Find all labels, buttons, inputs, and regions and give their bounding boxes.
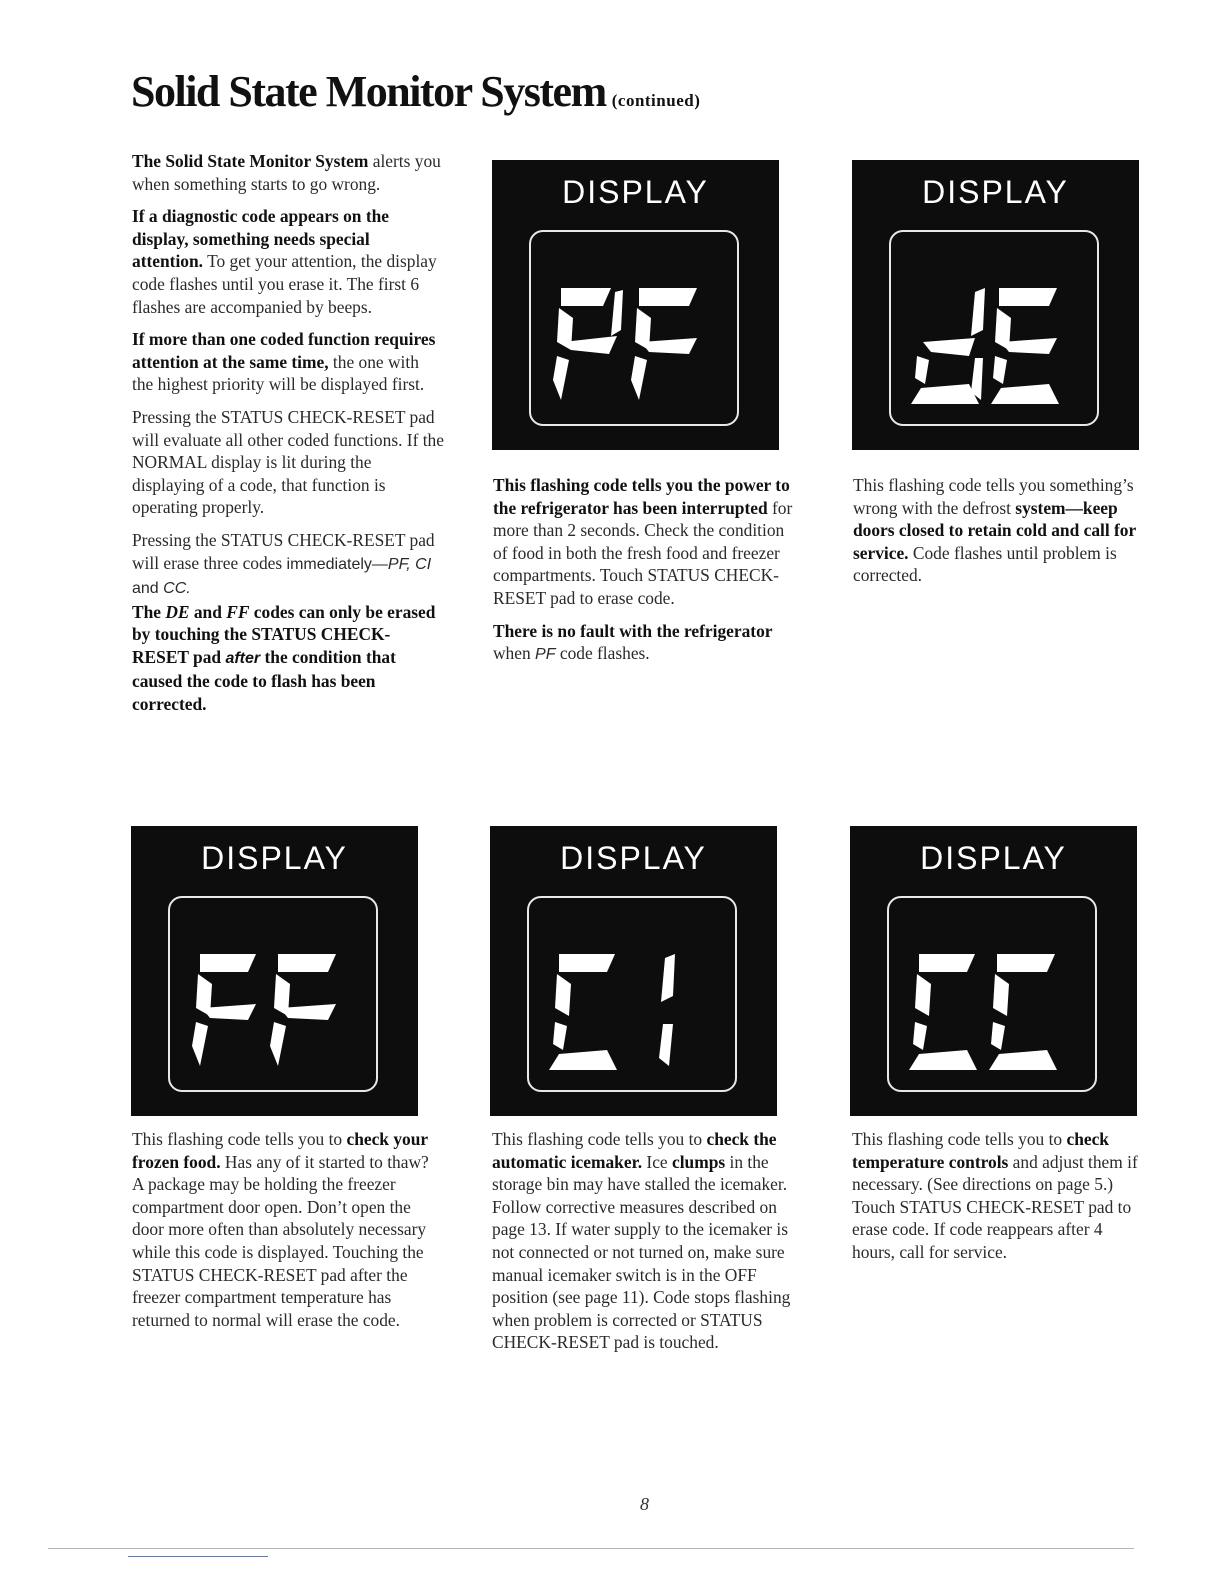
desc-pf-bold: This flashing code tells you the power to the refrigerator has been interrupted [493, 475, 790, 518]
intro-paragraph-6 [132, 601, 444, 716]
intro-p1-bold: The Solid State Monitor System [132, 151, 369, 171]
bottom-accent-rule [128, 1556, 268, 1557]
display-window [887, 896, 1097, 1092]
display-panel-pf [492, 160, 779, 450]
display-panel-de [852, 160, 1139, 450]
desc-pf [493, 474, 793, 677]
desc-ci-mid-bold: clumps [672, 1151, 726, 1172]
intro-p5-immediately: immediately— [286, 555, 388, 573]
desc-ff-pre: This flashing code tells you to [132, 1129, 343, 1149]
panel-label: DISPLAY [201, 840, 348, 876]
desc-pf-note [493, 620, 793, 667]
desc-cc [852, 1128, 1144, 1274]
intro-p6-ff: FF [226, 601, 250, 622]
intro-p5-text: Pressing the STATUS CHECK-RESET pad will erase three codes [132, 529, 435, 573]
panel-label: DISPLAY [920, 840, 1067, 876]
desc-pf-text: for more than 2 seconds. Check the condition of food in both the fresh food and freezer compartments. Touch STATUS CHECK-RESET pad to erase code. [493, 497, 793, 608]
intro-p2-bold: If a diagnostic code appears on the display, something needs special attention. [132, 206, 390, 272]
display-window [527, 896, 737, 1092]
intro-p6-the: The [132, 601, 166, 622]
intro-p5-and: and [132, 580, 164, 598]
intro-column [132, 150, 444, 726]
desc-pf-note-code: PF [535, 646, 556, 664]
page-title [131, 66, 700, 117]
seven-segment-cc-icon [889, 898, 1095, 1090]
intro-p5-code-cc: CC. [163, 580, 191, 598]
intro-p2-text: To get your attention, the display code flashes until you erase it. The first 6 flashes are accompanied by beeps. [132, 251, 437, 317]
display-panel-ci [490, 826, 777, 1116]
intro-paragraph-1 [132, 150, 444, 195]
desc-de-paragraph [853, 474, 1163, 587]
intro-p4-text: Pressing the STATUS CHECK-RESET pad will evaluate all other coded functions. If the NORMAL display is lit during the displaying of a code, that function is operating properly. [132, 406, 444, 518]
desc-pf-note-end: code flashes. [559, 643, 650, 664]
intro-p5-codes: PF, CI [387, 555, 432, 573]
title-main: Solid State Monitor System [131, 67, 606, 116]
bottom-rule [48, 1548, 1134, 1549]
intro-paragraph-4 [132, 406, 444, 519]
display-window [889, 230, 1099, 426]
seven-segment-ff-icon [170, 898, 376, 1090]
desc-ff-bold: check your frozen food. [132, 1129, 428, 1172]
desc-cc-paragraph [852, 1128, 1144, 1264]
desc-pf-paragraph [493, 474, 793, 610]
page-number: 8 [640, 1494, 649, 1514]
intro-p6-mid: codes can only be erased by touching the STATUS CHECK-RESET pad [132, 601, 436, 667]
desc-pf-note-when: when [493, 643, 531, 664]
intro-p6-de: DE [165, 601, 190, 622]
display-panel-ff [131, 826, 418, 1116]
intro-paragraph-5 [132, 529, 444, 601]
desc-ci [492, 1128, 798, 1364]
title-subtitle: (continued) [611, 91, 701, 110]
desc-ci-mid-pre: Ice [646, 1151, 668, 1172]
panel-label: DISPLAY [922, 174, 1069, 210]
desc-de [853, 474, 1163, 597]
panel-label: DISPLAY [562, 174, 709, 210]
desc-ci-post: in the storage bin may have stalled the icemaker. Follow corrective measures described on page 13. If water supply to the icemaker is not connected or not turned on, make sure manual icemaker switch is in the OFF position (see page 11). Code stops flashing when problem is corrected or STATUS CHECK-RESET pad is touched. [492, 1151, 791, 1353]
intro-p6-and: and [189, 601, 227, 622]
desc-cc-bold: check temperature controls [852, 1129, 1109, 1172]
intro-p3-bold: If more than one coded function requires attention at the same time, [132, 329, 436, 372]
desc-de-pre: This flashing code tells you something’s wrong with the defrost [853, 475, 1134, 518]
seven-segment-ci-icon [529, 898, 735, 1090]
intro-p1-text: alerts you when something starts to go wrong. [132, 151, 441, 194]
intro-p3-text: the one with the highest priority will be displayed first. [132, 351, 425, 395]
desc-cc-post: and adjust them if necessary. (See directions on page 5.) Touch STATUS CHECK-RESET pad to erase code. If code reappears after 4 hours, call for service. [852, 1151, 1138, 1262]
intro-p6-end: the condition that caused the code to flash has been corrected. [132, 646, 396, 715]
desc-cc-pre: This flashing code tells you to [852, 1129, 1063, 1149]
desc-pf-note-bold: There is no fault with the refrigerator [493, 620, 773, 641]
desc-ff-post: Has any of it started to thaw? A package may be holding the freezer compartment door open. Don’t open the door more often than absolutely necessary while this code is displayed. Touching the STATUS CHECK-RESET pad after the freezer compartment temperature has returned to normal will erase the code. [132, 1151, 429, 1330]
display-window [529, 230, 739, 426]
seven-segment-pf-icon [531, 232, 737, 424]
intro-paragraph-3 [132, 328, 444, 396]
desc-ff-paragraph [132, 1128, 432, 1331]
desc-ci-bold: check the automatic icemaker. [492, 1129, 777, 1172]
panel-label: DISPLAY [560, 840, 707, 876]
desc-ci-paragraph [492, 1128, 798, 1354]
seven-segment-de-icon [891, 232, 1097, 424]
display-window [168, 896, 378, 1092]
intro-paragraph-2 [132, 205, 444, 318]
desc-ff [132, 1128, 432, 1341]
desc-de-post: Code flashes until problem is corrected. [853, 542, 1117, 586]
intro-p6-after: after [225, 649, 261, 667]
desc-ci-pre: This flashing code tells you to [492, 1129, 703, 1149]
display-panel-cc [850, 826, 1137, 1116]
desc-de-bold: system—keep doors closed to retain cold and call for service. [853, 497, 1136, 563]
